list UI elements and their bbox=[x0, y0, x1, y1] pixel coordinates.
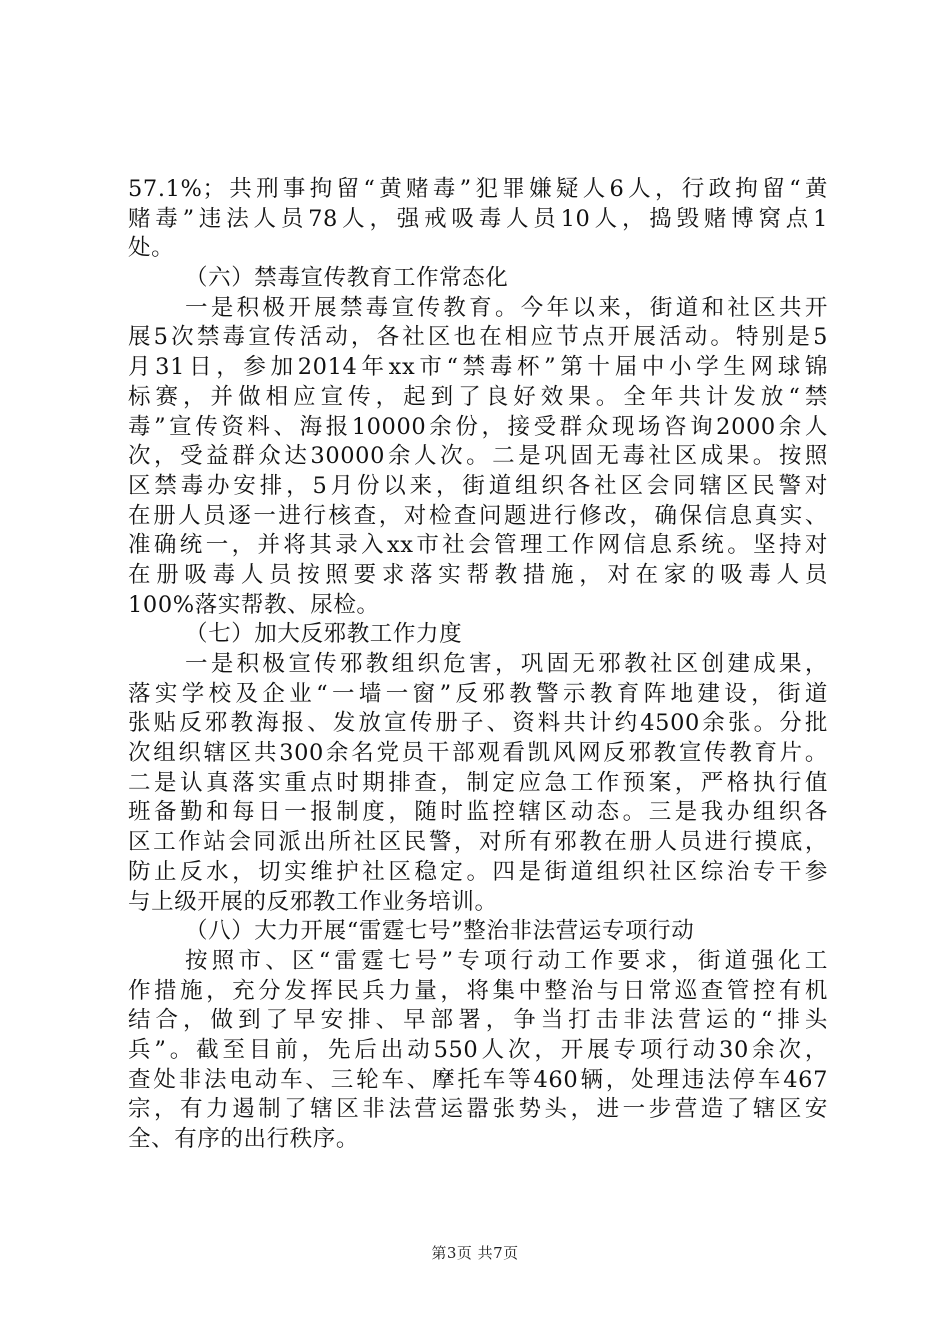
text-line: 月31日，参加2014年xx市“禁毒杯”第十届中小学生网球锦 bbox=[128, 354, 828, 381]
document-body bbox=[128, 175, 828, 1155]
text-line: 按照市、区“雷霆七号”专项行动工作要求，街道强化工 bbox=[185, 947, 828, 974]
text-line: 准确统一，并将其录入xx市社会管理工作网信息系统。坚持对 bbox=[128, 532, 828, 559]
text-line: 一是积极宣传邪教组织危害，巩固无邪教社区创建成果， bbox=[185, 651, 828, 677]
text-line: 57.1%；共刑事拘留“黄赌毒”犯罪嫌疑人6人，行政拘留“黄 bbox=[128, 176, 828, 202]
text-line: 次，受益群众达30000余人次。二是巩固无毒社区成果。按照 bbox=[128, 443, 828, 470]
text-line: 次组织辖区共300余名党员干部观看凯风网反邪教宣传教育片。 bbox=[128, 740, 828, 767]
text-line: 张贴反邪教海报、发放宣传册子、资料共计约4500余张。分批 bbox=[128, 710, 828, 737]
text-line: 宗，有力遏制了辖区非法营运嚣张势头，进一步营造了辖区安 bbox=[128, 1096, 828, 1123]
text-line: 兵”。截至目前，先后出动550人次，开展专项行动30余次， bbox=[128, 1036, 828, 1063]
text-line: 落实学校及企业“一墙一窗”反邪教警示教育阵地建设，街道 bbox=[128, 680, 828, 707]
text-line: 与上级开展的反邪教工作业务培训。 bbox=[128, 888, 498, 915]
page-footer: 第3页 共7页 bbox=[431, 1244, 519, 1262]
text-line: 赌毒”违法人员78人，强戒吸毒人员10人，捣毁赌博窝点1 bbox=[128, 205, 828, 232]
text-line: 100%落实帮教、尿检。 bbox=[128, 591, 380, 618]
text-line: 结合，做到了早安排、早部署，争当打击非法营运的“排头 bbox=[128, 1007, 828, 1034]
text-line: 区禁毒办安排，5月份以来，街道组织各社区会同辖区民警对 bbox=[128, 472, 828, 499]
text-line: 标赛，并做相应宣传，起到了良好效果。全年共计发放“禁 bbox=[128, 383, 828, 410]
text-line: 展5次禁毒宣传活动，各社区也在相应节点开展活动。特别是5 bbox=[128, 324, 828, 351]
text-line: （六）禁毒宣传教育工作常态化 bbox=[185, 265, 509, 292]
text-line: 处。 bbox=[128, 235, 175, 262]
text-line: 毒”宣传资料、海报10000余份，接受群众现场咨询2000余人 bbox=[128, 413, 828, 440]
text-line: 作措施，充分发挥民兵力量，将集中整治与日常巡查管控有机 bbox=[128, 977, 828, 1004]
text-line: 在册人员逐一进行核查，对检查问题进行修改，确保信息真实、 bbox=[128, 502, 828, 529]
text-line: 区工作站会同派出所社区民警，对所有邪教在册人员进行摸底， bbox=[128, 829, 828, 856]
text-line: 一是积极开展禁毒宣传教育。今年以来，街道和社区共开 bbox=[185, 294, 828, 321]
text-line: 全、有序的出行秩序。 bbox=[128, 1126, 360, 1152]
text-line: 查处非法电动车、三轮车、摩托车等460辆，处理违法停车467 bbox=[128, 1066, 828, 1093]
text-line: （七）加大反邪教工作力度 bbox=[185, 621, 463, 648]
text-line: （八）大力开展“雷霆七号”整治非法营运专项行动 bbox=[185, 918, 695, 945]
text-line: 班备勤和每日一报制度，随时监控辖区动态。三是我办组织各 bbox=[128, 799, 828, 826]
text-line: 在册吸毒人员按照要求落实帮教措施，对在家的吸毒人员 bbox=[128, 561, 828, 588]
text-line: 防止反水，切实维护社区稳定。四是街道组织社区综治专干参 bbox=[128, 858, 828, 885]
text-line: 二是认真落实重点时期排查，制定应急工作预案，严格执行值 bbox=[128, 769, 828, 796]
